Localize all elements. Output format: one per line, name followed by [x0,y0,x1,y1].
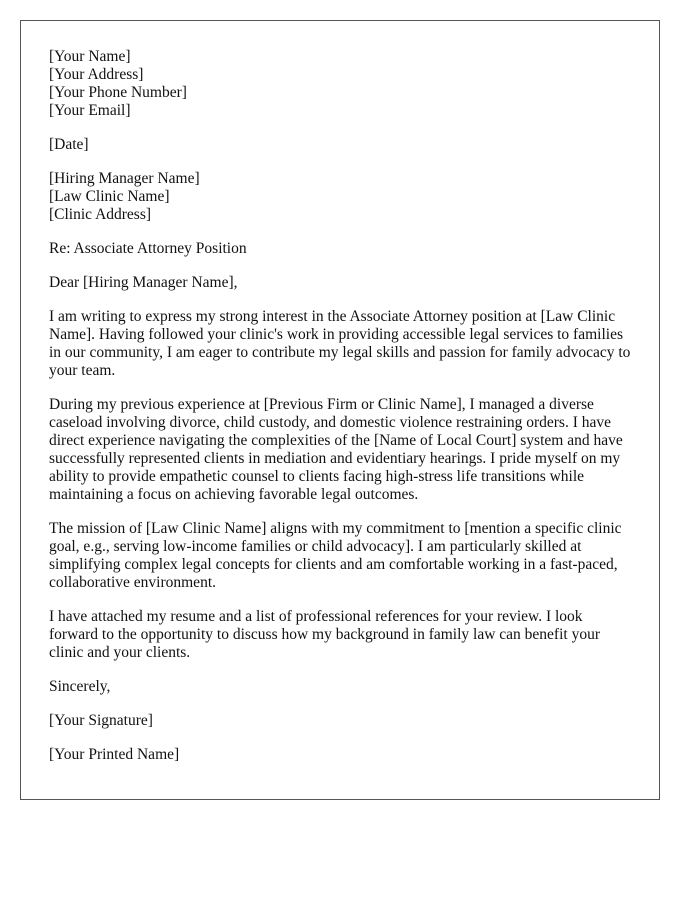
sender-email: [Your Email] [49,102,131,119]
recipient-clinic: [Law Clinic Name] [49,188,170,205]
body-paragraph-3: The mission of [Law Clinic Name] aligns with my commitment to [mention a specific clinic goal, e.g., serving low-income families or child advocacy]. I am particularly skilled at simplifying complex legal concepts for clients and am comfortable working in a fast-paced, collaborative environment. [49,520,622,591]
closing: Sincerely, [49,678,111,695]
sender-name: [Your Name] [49,48,131,65]
sender-block [49,48,631,120]
body-paragraph-2: During my previous experience at [Previous Firm or Clinic Name], I managed a diverse caseload involving divorce, child custody, and domestic violence restraining orders. I have direct experience navigating the complexities of the [Name of Local Court] system and have successfully represented clients in mediation and evidentiary hearings. I pride myself on my ability to provide empathetic counsel to clients facing high-stress life transitions while maintaining a focus on achieving favorable legal outcomes. [49,396,623,503]
recipient-address: [Clinic Address] [49,206,152,223]
signature: [Your Signature] [49,712,153,729]
salutation: Dear [Hiring Manager Name], [49,274,238,291]
printed-name: [Your Printed Name] [49,746,180,763]
recipient-manager: [Hiring Manager Name] [49,170,200,187]
body-paragraph-1: I am writing to express my strong interest in the Associate Attorney position at [Law Clinic Name]. Having followed your clinic's work in providing accessible legal services to families in our community, I am eager to contribute my legal skills and passion for family advocacy to your team. [49,308,631,379]
date-block [49,136,631,154]
body-paragraph-4: I have attached my resume and a list of professional references for your review. I look forward to the opportunity to discuss how my background in family law can benefit your clinic and your clients. [49,608,600,661]
recipient-block [49,170,631,224]
sender-address: [Your Address] [49,66,144,83]
cover-letter [20,20,660,800]
letter-date: [Date] [49,136,89,153]
sender-phone: [Your Phone Number] [49,84,187,101]
subject-line: Re: Associate Attorney Position [49,240,247,257]
